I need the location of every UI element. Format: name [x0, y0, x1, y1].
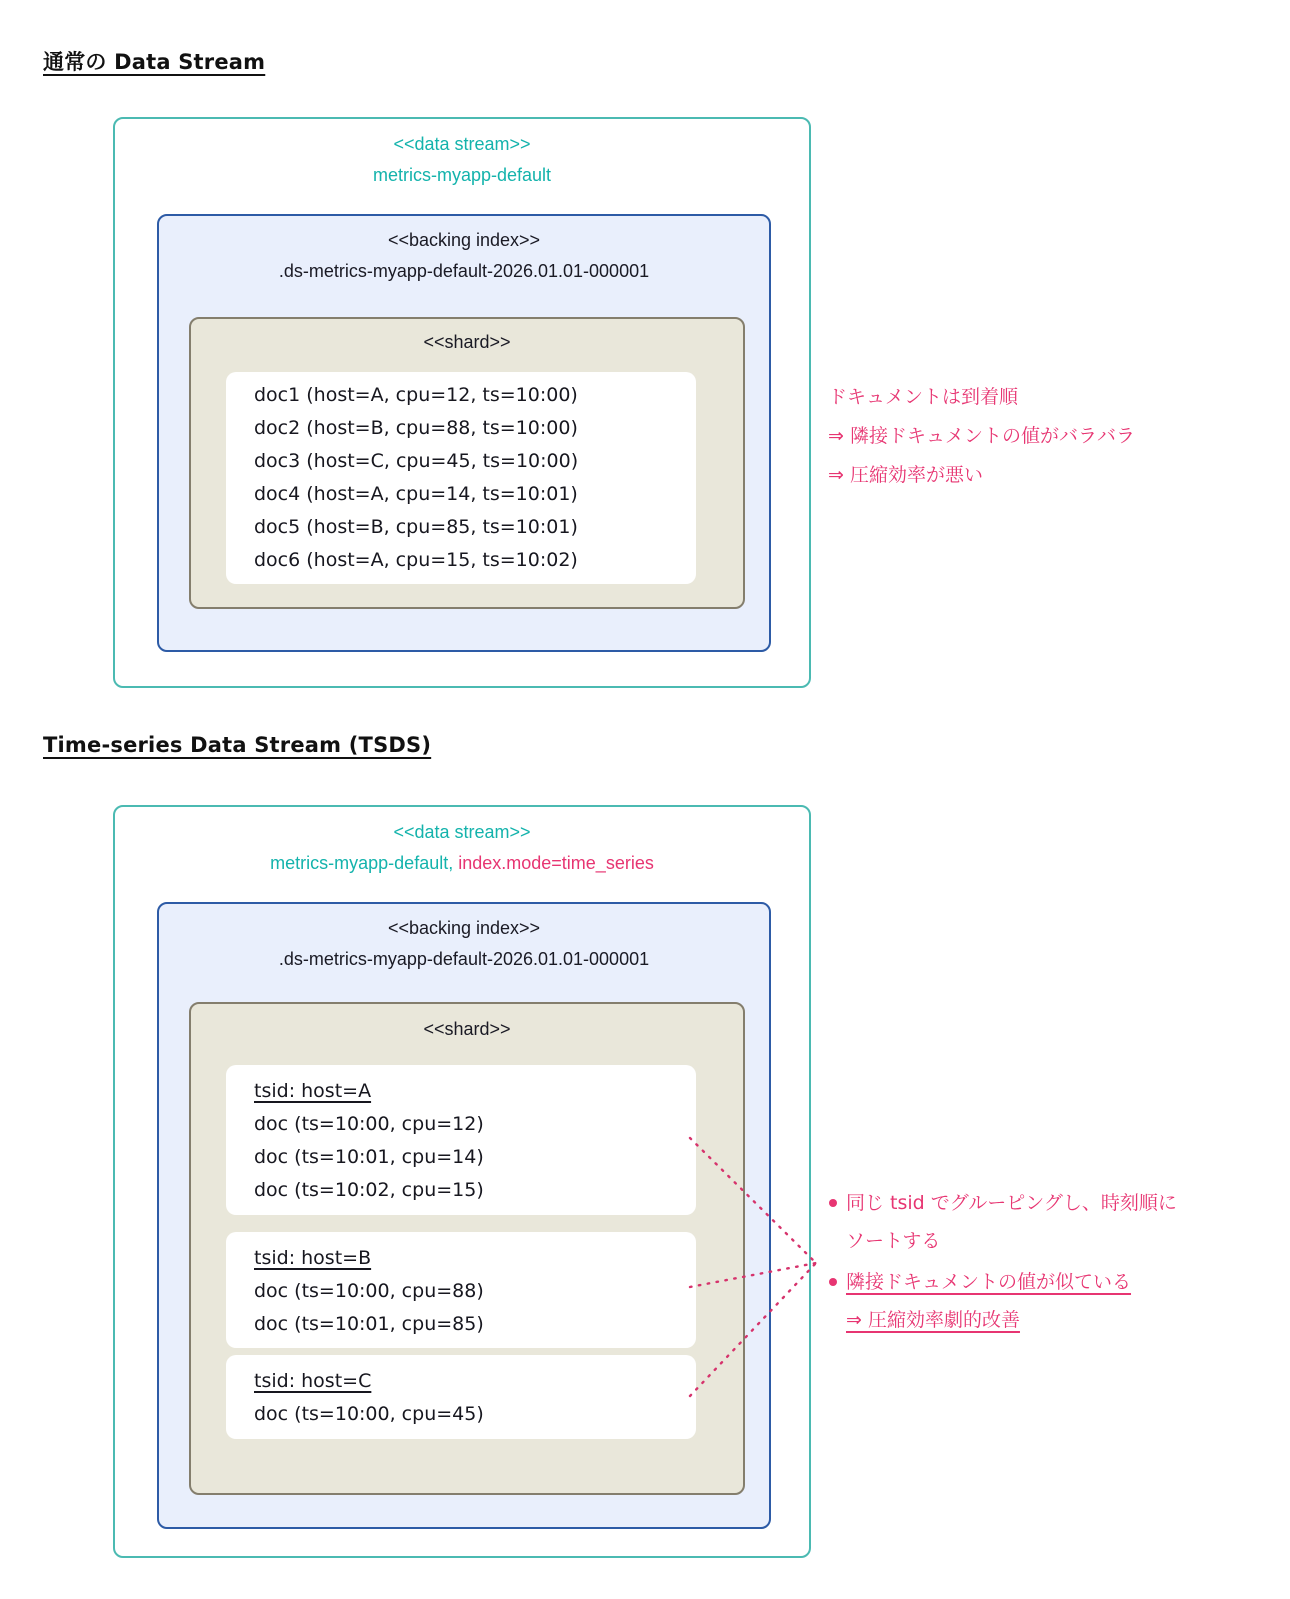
doc-line: doc (ts=10:01, cpu=85) — [254, 1313, 484, 1335]
annotation-normal — [828, 378, 1135, 495]
index-mode-label: index.mode=time_series — [458, 853, 654, 873]
backing-index-stereotype: <<backing index>> — [387, 918, 541, 938]
doc-line: doc (ts=10:00, cpu=45) — [254, 1403, 484, 1425]
section2-heading: Time-series Data Stream (TSDS) — [43, 733, 432, 757]
section1-heading: 通常の Data Stream — [43, 50, 266, 74]
bullet-icon — [829, 1278, 837, 1286]
bullet-icon — [829, 1199, 837, 1207]
tsid-label: tsid: host=C — [254, 1370, 372, 1392]
doc-line: doc (ts=10:00, cpu=12) — [254, 1113, 484, 1135]
shard-stereotype: <<shard>> — [423, 332, 511, 352]
annotation-bullet-2 — [829, 1263, 1177, 1301]
doc-line: doc6 (host=A, cpu=15, ts=10:02) — [254, 549, 578, 571]
annotation-line: ⇒ 隣接ドキュメントの値がバラバラ — [828, 425, 1135, 447]
annotation-bullet-1 — [829, 1184, 1177, 1222]
annotation-line: ソートする — [846, 1230, 941, 1252]
backing-index-box-tsds — [157, 902, 771, 1529]
datastream-box-tsds — [113, 805, 811, 1558]
annotation-line: ドキュメントは到着順 — [828, 386, 1019, 408]
datastream-stereotype: <<data stream>> — [393, 134, 531, 154]
tsid-label: tsid: host=B — [254, 1247, 372, 1269]
doc-line: doc (ts=10:02, cpu=15) — [254, 1179, 484, 1201]
shard-stereotype: <<shard>> — [423, 1019, 511, 1039]
doc-list-box — [226, 372, 696, 584]
backing-index-name: .ds-metrics-myapp-default-2026.01.01-000001 — [278, 261, 650, 281]
tsid-group-c — [226, 1355, 696, 1439]
tsid-group-b — [226, 1232, 696, 1348]
datastream-name: metrics-myapp-default — [372, 165, 552, 185]
tsid-group-a — [226, 1065, 696, 1215]
datastream-name-part: metrics-myapp-default, — [270, 853, 454, 873]
annotation-line: ⇒ 圧縮効率劇的改善 — [846, 1309, 1020, 1331]
annotation-line: 同じ tsid でグルーピングし、時刻順に — [846, 1192, 1177, 1214]
doc-line: doc (ts=10:01, cpu=14) — [254, 1146, 484, 1168]
backing-index-stereotype: <<backing index>> — [387, 230, 541, 250]
annotation-line: ⇒ 圧縮効率が悪い — [828, 464, 983, 486]
datastream-name-tsds — [115, 850, 809, 876]
annotation-line: 隣接ドキュメントの値が似ている — [846, 1271, 1132, 1293]
shard-box-normal — [189, 317, 745, 609]
datastream-box-normal — [113, 117, 811, 688]
annotation-tsds — [829, 1184, 1177, 1339]
doc-line: doc2 (host=B, cpu=88, ts=10:00) — [254, 417, 578, 439]
annotation-bullet-2-cont — [829, 1301, 1177, 1339]
shard-box-tsds — [189, 1002, 745, 1495]
doc-line: doc3 (host=C, cpu=45, ts=10:00) — [254, 450, 579, 472]
datastream-stereotype: <<data stream>> — [393, 822, 531, 842]
backing-index-name: .ds-metrics-myapp-default-2026.01.01-000001 — [278, 949, 650, 969]
doc-line: doc5 (host=B, cpu=85, ts=10:01) — [254, 516, 578, 538]
doc-line: doc4 (host=A, cpu=14, ts=10:01) — [254, 483, 578, 505]
backing-index-box-normal — [157, 214, 771, 652]
annotation-bullet-1-cont — [829, 1222, 1177, 1260]
doc-line: doc (ts=10:00, cpu=88) — [254, 1280, 484, 1302]
doc-line: doc1 (host=A, cpu=12, ts=10:00) — [254, 384, 578, 406]
tsid-label: tsid: host=A — [254, 1080, 372, 1102]
